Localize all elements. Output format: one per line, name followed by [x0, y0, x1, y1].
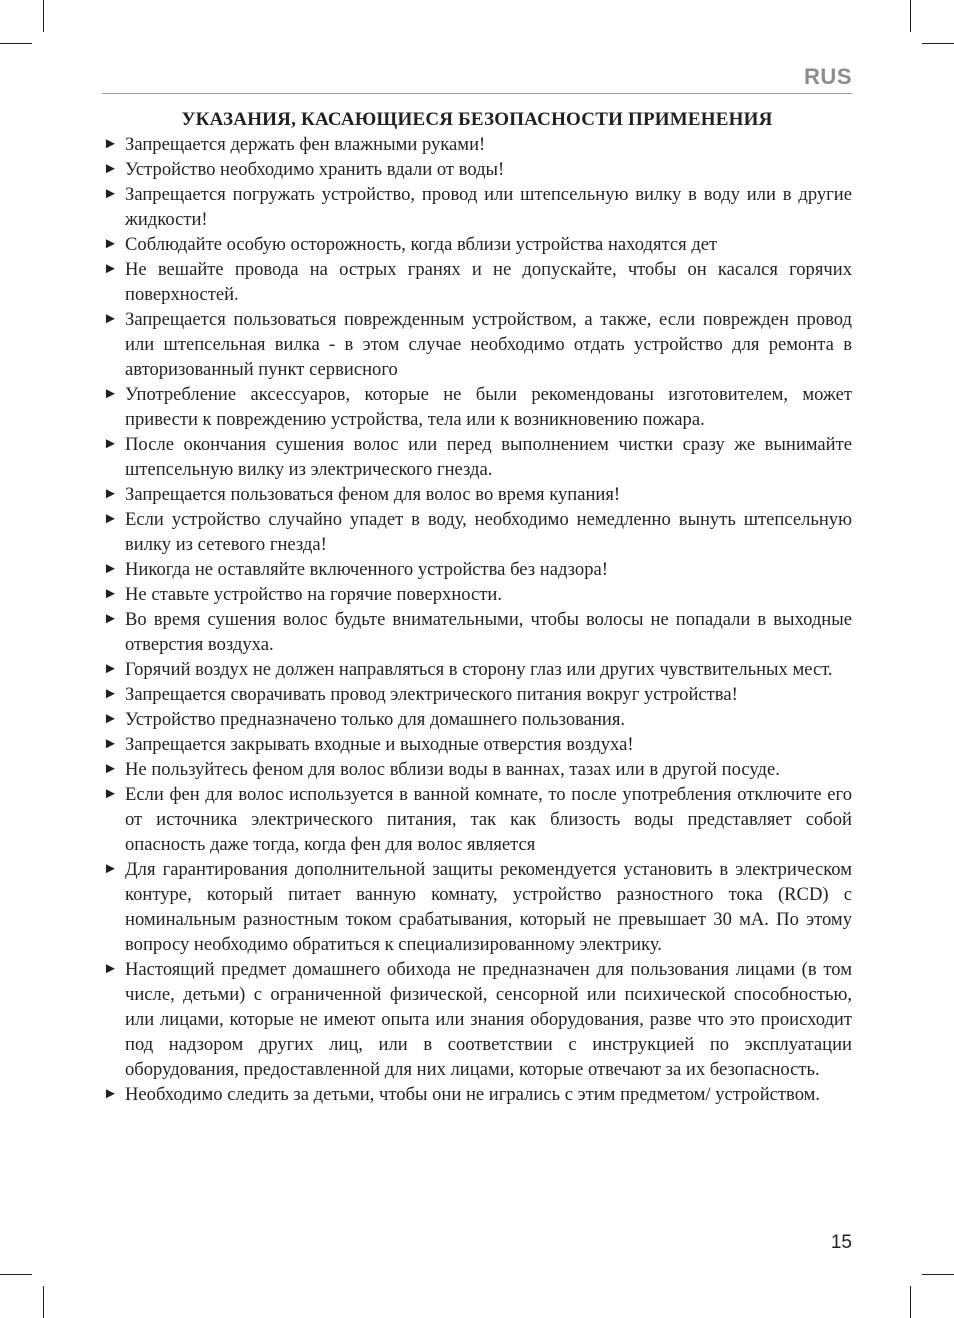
- list-item: [102, 707, 852, 732]
- bullet-arrow-icon: ►: [103, 861, 118, 877]
- list-item-text: Запрещается закрывать входные и выходные отверстия воздуха!: [125, 734, 634, 755]
- bullet-arrow-icon: ►: [103, 761, 118, 777]
- list-item-text: Запрещается держать фен влажными руками!: [125, 134, 486, 155]
- list-item-text: Употребление аксессуаров, которые не были рекомендованы изготовителем, может привести к повреждению устройства, тела или к возникновению пожара.: [125, 384, 852, 430]
- list-item-text: Устройство необходимо хранить вдали от воды!: [125, 159, 505, 180]
- bullet-arrow-icon: ►: [103, 311, 118, 327]
- list-item-text: Запрещается погружать устройство, провод или штепсельную вилку в воду или в другие жидкости!: [125, 184, 852, 230]
- bullet-arrow-icon: ►: [103, 486, 118, 502]
- bullet-arrow-icon: ►: [103, 586, 118, 602]
- list-item: [102, 432, 852, 482]
- bullet-arrow-icon: ►: [103, 236, 118, 252]
- crop-mark-top-left-vertical: [43, 0, 44, 32]
- list-item: [102, 957, 852, 1082]
- list-item: [102, 307, 852, 382]
- list-item-text: Запрещается сворачивать провод электрического питания вокруг устройства!: [125, 684, 738, 705]
- list-item: [102, 782, 852, 857]
- list-item-text: Запрещается пользоваться поврежденным устройством, а также, если поврежден провод или штепсельная вилка - в этом случае необходимо отдать устройство для ремонта в авторизованный пункт сервисного: [125, 309, 852, 380]
- bullet-arrow-icon: ►: [103, 711, 118, 727]
- bullet-arrow-icon: ►: [103, 161, 118, 177]
- list-item: [102, 857, 852, 957]
- crop-mark-top-right-vertical: [910, 0, 911, 32]
- list-item: [102, 382, 852, 432]
- list-item-text: Если устройство случайно упадет в воду, необходимо немедленно вынуть штепсельную вилку из сетевого гнезда!: [125, 509, 852, 555]
- list-item: [102, 257, 852, 307]
- bullet-arrow-icon: ►: [103, 561, 118, 577]
- list-item-text: Не ставьте устройство на горячие поверхности.: [125, 584, 503, 605]
- safety-section: [102, 107, 852, 1107]
- section-title: УКАЗАНИЯ, КАСАЮЩИЕСЯ БЕЗОПАСНОСТИ ПРИМЕНЕНИЯ: [181, 109, 773, 130]
- list-item-text: Необходимо следить за детьми, чтобы они не игрались с этим предметом/ устройством.: [125, 1084, 821, 1105]
- bullet-arrow-icon: ►: [103, 786, 118, 802]
- list-item: [102, 1082, 852, 1107]
- crop-mark-bottom-right-vertical: [910, 1286, 911, 1318]
- crop-mark-bottom-left-horizontal: [0, 1274, 32, 1275]
- list-item: [102, 157, 852, 182]
- page-number: 15: [830, 1232, 852, 1253]
- bullet-arrow-icon: ►: [103, 661, 118, 677]
- list-item-text: Соблюдайте особую осторожность, когда вблизи устройства находятся дет: [125, 234, 718, 255]
- list-item: [102, 732, 852, 757]
- list-item-text: Не пользуйтесь феном для волос вблизи воды в ваннах, тазах или в другой посуде.: [125, 759, 780, 780]
- bullet-arrow-icon: ►: [103, 686, 118, 702]
- bullet-arrow-icon: ►: [103, 186, 118, 202]
- bullet-arrow-icon: ►: [103, 511, 118, 527]
- crop-mark-top-right-horizontal: [922, 43, 954, 44]
- list-item: [102, 557, 852, 582]
- list-item: [102, 232, 852, 257]
- bullet-arrow-icon: ►: [103, 136, 118, 152]
- bullet-arrow-icon: ►: [103, 1086, 118, 1102]
- list-item-text: Для гарантирования дополнительной защиты рекомендуется установить в электрическом контуре, который питает ванную комнату, устройство разностного тока (RCD) с номинальным разностным током срабатывания, который не превышает 30 мА. По этому вопросу необходимо обратиться к специализированному электрику.: [125, 859, 852, 955]
- list-item: [102, 182, 852, 232]
- bullet-arrow-icon: ►: [103, 436, 118, 452]
- list-item-text: Настоящий предмет домашнего обихода не предназначен для пользования лицами (в том числе, детьми) с ограниченной физической, сенсорной или психической способностью, или лицами, которые не имеют опыта или знания оборудования, разве что это происходит под надзором других лиц, или в соответствии с инструкцией по эксплуатации оборудования, предоставленной для них лицами, которые отвечают за их безопасность.: [125, 959, 852, 1080]
- list-item-text: Во время сушения волос будьте внимательными, чтобы волосы не попадали в выходные отверстия воздуха.: [125, 609, 852, 655]
- list-item: [102, 607, 852, 657]
- list-item-text: Если фен для волос используется в ванной комнате, то после употребления отключите его от источника электрического питания, так как близость воды представляет собой опасность даже тогда, когда фен для волос является: [125, 784, 852, 855]
- bullet-arrow-icon: ►: [103, 386, 118, 402]
- bullet-arrow-icon: ►: [103, 736, 118, 752]
- language-code: RUS: [804, 64, 852, 89]
- list-item-text: Устройство предназначено только для домашнего пользования.: [125, 709, 626, 730]
- crop-mark-bottom-right-horizontal: [922, 1274, 954, 1275]
- list-item: [102, 582, 852, 607]
- bullet-arrow-icon: ►: [103, 611, 118, 627]
- header-divider: [102, 93, 852, 94]
- list-item-text: Не вешайте провода на острых гранях и не допускайте, чтобы он касался горячих поверхностей.: [125, 259, 852, 305]
- bullet-arrow-icon: ►: [103, 961, 118, 977]
- list-item: [102, 757, 852, 782]
- list-item-text: После окончания сушения волос или перед выполнением чистки сразу же вынимайте штепсельную вилку из электрического гнезда.: [125, 434, 852, 480]
- list-item-text: Никогда не оставляйте включенного устройства без надзора!: [125, 559, 608, 580]
- bullet-arrow-icon: ►: [103, 261, 118, 277]
- list-item: [102, 657, 852, 682]
- crop-mark-top-left-horizontal: [0, 43, 32, 44]
- list-item: [102, 132, 852, 157]
- list-item: [102, 507, 852, 557]
- crop-mark-bottom-left-vertical: [43, 1286, 44, 1318]
- list-item: [102, 682, 852, 707]
- list-item-text: Горячий воздух не должен направляться в сторону глаз или других чувствительных мест.: [125, 659, 833, 680]
- safety-instructions-list: [102, 132, 852, 1107]
- list-item: [102, 482, 852, 507]
- list-item-text: Запрещается пользоваться феном для волос во время купания!: [125, 484, 621, 505]
